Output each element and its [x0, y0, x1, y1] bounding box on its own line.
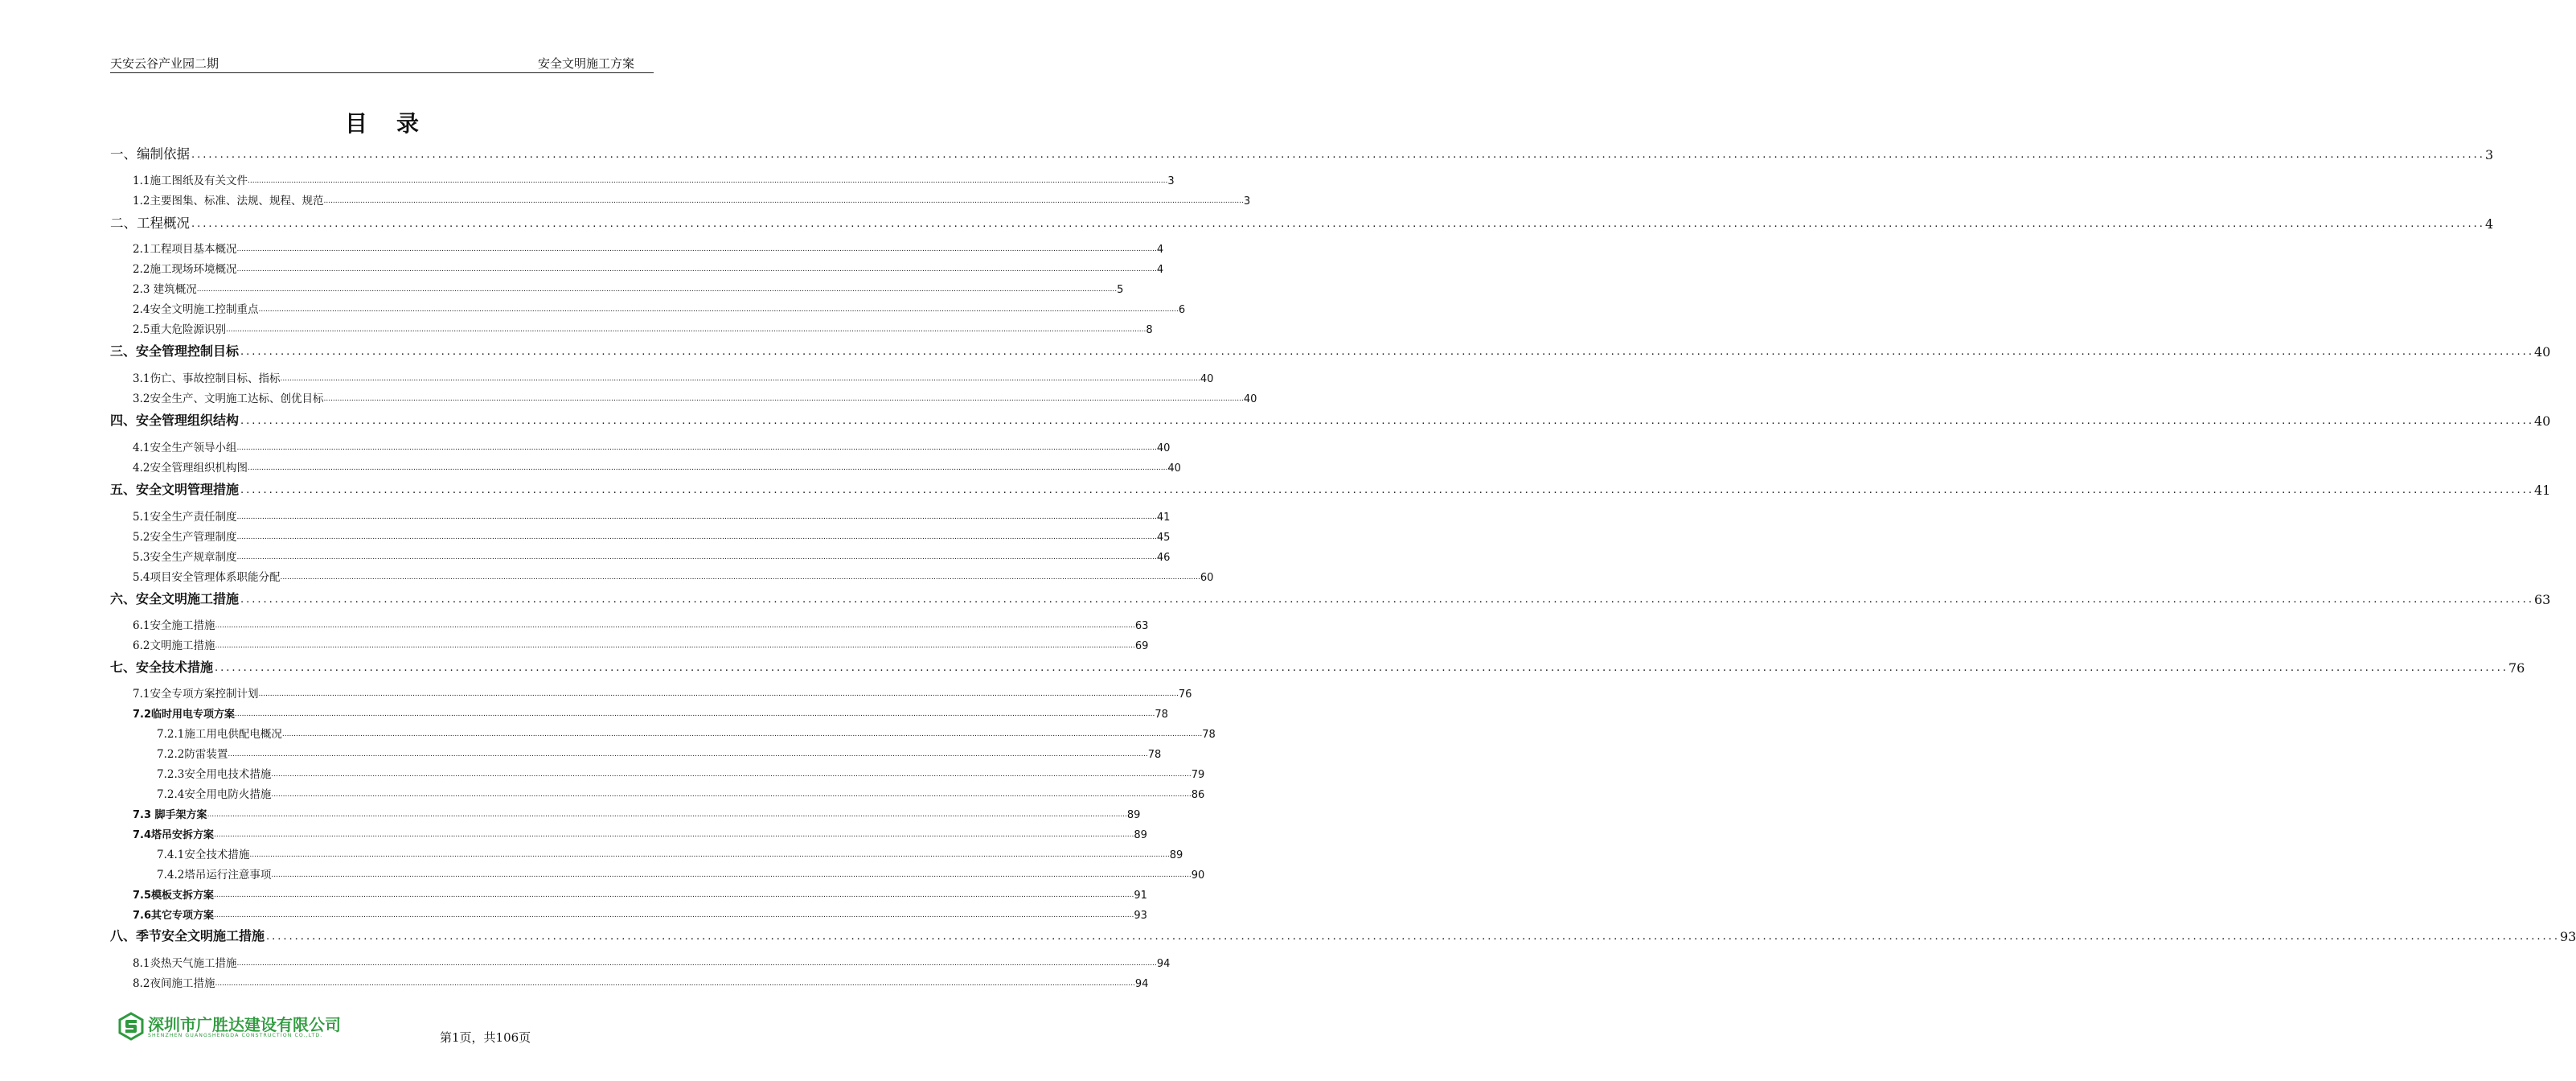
toc-entry-title: 6.1安全施工措施	[133, 619, 215, 632]
toc-entry-title: 4.1安全生产领导小组	[133, 442, 237, 454]
toc-entry-page: 89	[1126, 809, 1141, 821]
toc-leader-dots: ................................................................................................................................................................................................................................................................................................................................................................................................................	[281, 730, 1203, 738]
toc-entry-page: 40	[1167, 462, 1181, 475]
toc-entry[interactable]	[133, 458, 1181, 475]
toc-entry[interactable]	[110, 479, 2551, 498]
toc-entry[interactable]	[133, 528, 1171, 544]
toc-leader-dots: ................................................................................................................................................................................................................................................................................................................................................................................................................	[236, 553, 1157, 561]
toc-entry[interactable]	[133, 825, 1147, 841]
toc-entry-title: 3.1伤亡、事故控制目标、指标	[133, 372, 281, 385]
toc-entry[interactable]	[133, 705, 1168, 721]
toc-entry-title: 5.2安全生产管理制度	[133, 531, 237, 544]
toc-entry-title: 7.2.4安全用电防火措施	[157, 788, 272, 801]
toc-leader-dots: ................................................................................................................................................................................................................................................................................................................................................................................................................	[266, 931, 2560, 943]
toc-entry[interactable]	[133, 906, 1147, 922]
toc-entry-title: 7.6其它专项方案	[133, 910, 215, 922]
toc-entry-page: 93	[2559, 929, 2576, 944]
toc-entry[interactable]	[133, 191, 1251, 208]
toc-leader-dots: ................................................................................................................................................................................................................................................................................................................................................................................................................	[215, 662, 2508, 674]
toc-entry-title: 四、安全管理组织结构	[110, 413, 240, 428]
toc-leader-dots: ................................................................................................................................................................................................................................................................................................................................................................................................................	[235, 710, 1155, 718]
toc-entry-title: 5.3安全生产规章制度	[133, 551, 237, 564]
toc-entry-title: 五、安全文明管理措施	[110, 482, 240, 497]
toc-entry-title: 7.4塔吊安拆方案	[133, 829, 215, 841]
toc-entry-title: 5.1安全生产责任制度	[133, 511, 237, 524]
toc-entry[interactable]	[133, 886, 1147, 902]
toc-entry-title: 8.2夜间施工措施	[133, 977, 215, 990]
company-logo-icon	[117, 1013, 145, 1040]
header-project-name: 天安云谷产业园二期	[110, 56, 219, 71]
toc-entry-page: 45	[1156, 532, 1171, 544]
toc-entry-page: 69	[1134, 640, 1149, 652]
toc-entry[interactable]	[110, 656, 2525, 676]
toc-entry-title: 7.2.1施工用电供配电概况	[157, 728, 282, 741]
toc-leader-dots: ................................................................................................................................................................................................................................................................................................................................................................................................................	[236, 533, 1157, 541]
toc-entry[interactable]	[110, 588, 2551, 607]
toc-entry-title: 7.2.3安全用电技术措施	[157, 768, 272, 781]
toc-entry-page: 78	[1202, 729, 1216, 741]
toc-entry-page: 60	[1200, 572, 1214, 584]
toc-entry-title: 7.5模板支拆方案	[133, 890, 215, 902]
toc-leader-dots: ................................................................................................................................................................................................................................................................................................................................................................................................................	[236, 265, 1157, 273]
toc-entry-page: 78	[1155, 709, 1168, 721]
toc-entry-page: 79	[1191, 769, 1205, 781]
toc-entry[interactable]	[133, 805, 1141, 821]
toc-entry-page: 4	[1156, 244, 1164, 256]
toc-leader-dots: ................................................................................................................................................................................................................................................................................................................................................................................................................	[228, 750, 1148, 758]
toc-entry[interactable]	[157, 865, 1205, 882]
toc-entry-title: 6.2文明施工措施	[133, 639, 215, 652]
toc-leader-dots: ................................................................................................................................................................................................................................................................................................................................................................................................................	[240, 346, 2534, 358]
toc-leader-dots: ................................................................................................................................................................................................................................................................................................................................................................................................................	[214, 891, 1134, 899]
toc-entry[interactable]	[110, 212, 2494, 232]
toc-entry-title: 1.1施工图纸及有关文件	[133, 175, 248, 187]
toc-entry[interactable]	[133, 389, 1257, 405]
page-header	[110, 53, 654, 73]
toc-leader-dots: ................................................................................................................................................................................................................................................................................................................................................................................................................	[323, 197, 1244, 205]
toc-entry-title: 2.4安全文明施工控制重点	[133, 303, 259, 316]
toc-entry-title: 4.2安全管理组织机构图	[133, 462, 248, 475]
toc-leader-dots: ................................................................................................................................................................................................................................................................................................................................................................................................................	[215, 980, 1135, 988]
toc-leader-dots: ................................................................................................................................................................................................................................................................................................................................................................................................................	[236, 513, 1157, 521]
toc-entry[interactable]	[133, 684, 1192, 701]
toc-entry-title: 7.2临时用电专项方案	[133, 709, 236, 721]
toc-entry-page: 4	[1156, 264, 1164, 276]
toc-leader-dots: ................................................................................................................................................................................................................................................................................................................................................................................................................	[196, 286, 1118, 294]
toc-entry-title: 2.2施工现场环境概况	[133, 263, 237, 276]
toc-entry-page: 94	[1134, 978, 1149, 990]
toc-entry-title: 一、编制依据	[110, 146, 190, 162]
toc-leader-dots: ................................................................................................................................................................................................................................................................................................................................................................................................................	[247, 464, 1168, 472]
toc-leader-dots: ................................................................................................................................................................................................................................................................................................................................................................................................................	[240, 415, 2534, 427]
toc-entry-title: 7.2.2防雷装置	[157, 748, 228, 761]
toc-entry-page: 3	[2484, 147, 2494, 162]
toc-entry-title: 7.4.1安全技术措施	[157, 849, 250, 861]
toc-entry[interactable]	[133, 568, 1214, 584]
toc-leader-dots: ................................................................................................................................................................................................................................................................................................................................................................................................................	[214, 911, 1134, 919]
toc-entry[interactable]	[110, 409, 2551, 429]
toc-entry[interactable]	[110, 340, 2551, 360]
toc-leader-dots: ................................................................................................................................................................................................................................................................................................................................................................................................................	[258, 306, 1179, 314]
toc-leader-dots: ................................................................................................................................................................................................................................................................................................................................................................................................................	[271, 871, 1192, 879]
toc-leader-dots: ................................................................................................................................................................................................................................................................................................................................................................................................................	[247, 177, 1168, 185]
toc-entry-page: 40	[1243, 393, 1257, 405]
company-name-english: SHENZHEN GUANGSHENGDA CONSTRUCTION CO.,LTD.	[148, 1033, 323, 1038]
toc-leader-dots: ................................................................................................................................................................................................................................................................................................................................................................................................................	[323, 395, 1244, 403]
toc-entry-title: 7.3 脚手架方案	[133, 809, 207, 821]
toc-entry-title: 2.1工程项目基本概况	[133, 243, 237, 256]
toc-entry-title: 六、安全文明施工措施	[110, 591, 240, 606]
toc-entry-page: 78	[1147, 749, 1162, 761]
toc-leader-dots: ................................................................................................................................................................................................................................................................................................................................................................................................................	[240, 484, 2534, 496]
toc-entry[interactable]	[133, 548, 1171, 564]
toc-leader-dots: ................................................................................................................................................................................................................................................................................................................................................................................................................	[207, 811, 1127, 819]
toc-leader-dots: ................................................................................................................................................................................................................................................................................................................................................................................................................	[271, 771, 1192, 779]
toc-entry[interactable]	[157, 845, 1183, 861]
toc-entry-title: 七、安全技术措施	[110, 660, 214, 675]
toc-leader-dots: ................................................................................................................................................................................................................................................................................................................................................................................................................	[236, 444, 1157, 452]
toc-leader-dots: ................................................................................................................................................................................................................................................................................................................................................................................................................	[215, 622, 1135, 630]
toc-leader-dots: ................................................................................................................................................................................................................................................................................................................................................................................................................	[236, 245, 1157, 253]
toc-entry-title: 2.5重大危险源识别	[133, 323, 226, 336]
toc-entry-page: 40	[2533, 413, 2551, 429]
toc-entry[interactable]	[157, 765, 1205, 781]
toc-entry[interactable]	[133, 508, 1171, 524]
toc-entry[interactable]	[157, 785, 1205, 801]
toc-entry-page: 6	[1178, 304, 1186, 316]
toc-leader-dots: ................................................................................................................................................................................................................................................................................................................................................................................................................	[191, 218, 2485, 230]
toc-entry[interactable]	[133, 616, 1149, 632]
toc-leader-dots: ................................................................................................................................................................................................................................................................................................................................................................................................................	[249, 851, 1170, 859]
toc-entry-title: 3.2安全生产、文明施工达标、创优目标	[133, 393, 324, 405]
toc-entry[interactable]	[110, 143, 2494, 162]
toc-entry-page: 89	[1134, 829, 1147, 841]
toc-entry-page: 40	[2533, 344, 2551, 360]
toc-entry-title: 7.4.2塔吊运行注意事项	[157, 869, 272, 882]
toc-leader-dots: ................................................................................................................................................................................................................................................................................................................................................................................................................	[214, 831, 1134, 839]
toc-entry-title: 2.3 建筑概况	[133, 283, 197, 296]
toc-entry-page: 41	[2533, 483, 2551, 498]
toc-entry[interactable]	[133, 171, 1175, 187]
toc-leader-dots: ................................................................................................................................................................................................................................................................................................................................................................................................................	[236, 960, 1157, 968]
toc-entry[interactable]	[133, 320, 1153, 336]
toc-leader-dots: ................................................................................................................................................................................................................................................................................................................................................................................................................	[191, 149, 2485, 161]
toc-leader-dots: ................................................................................................................................................................................................................................................................................................................................................................................................................	[225, 326, 1146, 334]
toc-entry[interactable]	[133, 636, 1149, 652]
toc-entry-page: 4	[2484, 216, 2494, 232]
toc-leader-dots: ................................................................................................................................................................................................................................................................................................................................................................................................................	[280, 375, 1200, 383]
toc-entry-page: 46	[1156, 552, 1171, 564]
toc-title: 目录	[344, 110, 448, 137]
toc-entry-page: 93	[1134, 910, 1147, 922]
toc-entry-title: 8.1炎热天气施工措施	[133, 957, 237, 970]
toc-entry[interactable]	[157, 745, 1162, 761]
toc-entry[interactable]	[157, 725, 1216, 741]
toc-leader-dots: ................................................................................................................................................................................................................................................................................................................................................................................................................	[240, 594, 2534, 606]
toc-entry[interactable]	[110, 925, 2576, 944]
header-document-title: 安全文明施工方案	[537, 56, 634, 71]
toc-entry[interactable]	[133, 369, 1214, 385]
toc-entry-title: 三、安全管理控制目标	[110, 343, 240, 359]
toc-entry-page: 8	[1146, 324, 1153, 336]
company-logo	[117, 1009, 359, 1043]
toc-entry-page: 40	[1156, 442, 1171, 454]
company-name: 深圳市广胜达建设有限公司	[148, 1015, 341, 1034]
toc-entry[interactable]	[133, 300, 1186, 316]
toc-leader-dots: ................................................................................................................................................................................................................................................................................................................................................................................................................	[271, 791, 1192, 799]
toc-leader-dots: ................................................................................................................................................................................................................................................................................................................................................................................................................	[215, 642, 1135, 650]
toc-entry-page: 76	[1178, 688, 1192, 701]
toc-entry[interactable]	[133, 280, 1124, 296]
toc-leader-dots: ................................................................................................................................................................................................................................................................................................................................................................................................................	[280, 573, 1200, 582]
toc-entry-page: 3	[1243, 195, 1251, 208]
toc-entry-page: 5	[1117, 284, 1124, 296]
toc-entry-page: 3	[1167, 175, 1175, 187]
toc-entry-page: 41	[1156, 512, 1171, 524]
toc-entry[interactable]	[133, 260, 1164, 276]
toc-entry-page: 90	[1191, 869, 1205, 882]
toc-entry-page: 89	[1169, 849, 1183, 861]
toc-entry[interactable]	[133, 974, 1149, 990]
toc-entry-page: 86	[1191, 789, 1205, 801]
toc-leader-dots: ................................................................................................................................................................................................................................................................................................................................................................................................................	[258, 690, 1179, 698]
toc-entry-page: 63	[1134, 620, 1149, 632]
toc-entry-page: 94	[1156, 958, 1171, 970]
toc-entry-title: 7.1安全专项方案控制计划	[133, 688, 259, 701]
toc-entry-page: 91	[1134, 890, 1147, 902]
toc-entry-title: 二、工程概况	[110, 216, 190, 231]
toc-entry-page: 63	[2533, 592, 2551, 607]
toc-entry[interactable]	[133, 438, 1171, 454]
toc-entry-page: 76	[2508, 660, 2525, 676]
toc-entry[interactable]	[133, 240, 1164, 256]
toc-entry-title: 5.4项目安全管理体系职能分配	[133, 571, 281, 584]
toc-entry-page: 40	[1200, 373, 1214, 385]
toc-entry-title: 1.2主要图集、标准、法规、规程、规范	[133, 195, 324, 208]
page-footer: 第1页，共106页	[440, 1030, 531, 1045]
toc-entry[interactable]	[133, 954, 1171, 970]
toc-entry-title: 八、季节安全文明施工措施	[110, 928, 265, 943]
